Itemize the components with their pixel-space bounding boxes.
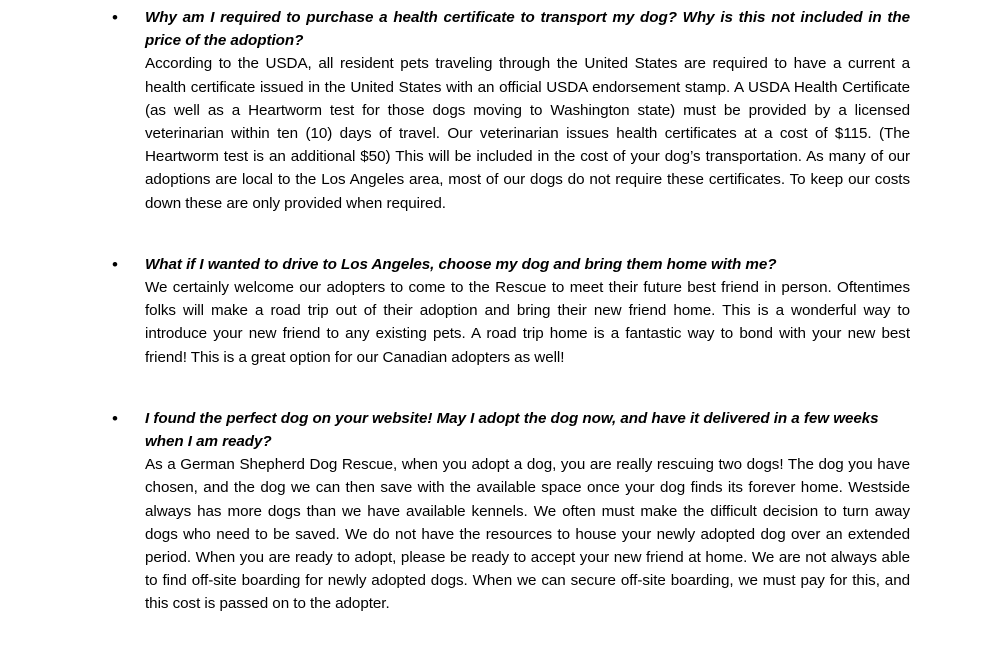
faq-answer: We certainly welcome our adopters to come to the Rescue to meet their future best friend in person. Oftentimes folks will make a road trip out of their adoption and bring their new friend home. This is a wonderful way to introduce your new friend to any existing pets. A road trip home is a fantastic way to bond with your new best friend! This is a great option for our Canadian adopters as well!: [145, 279, 910, 366]
faq-item: [112, 253, 910, 369]
faq-answer: As a German Shepherd Dog Rescue, when you adopt a dog, you are really rescuing two dogs! The dog you have chosen, and the dog we can then save with the available space once your dog finds its forever home. Westside always has more dogs than we have available kennels. We often must make the difficult decision to turn away dogs who need to be saved. We do not have the resources to house your newly adopted dog over an extended period. When you are ready to adopt, please be ready to accept your new friend at home. We are not always able to find off-site boarding for newly adopted dogs. When we can secure off-site boarding, we must pay for this, and this cost is passed on to the adopter.: [145, 456, 910, 613]
bullet-icon: •: [112, 8, 118, 27]
faq-list: [112, 6, 910, 616]
faq-question: Why am I required to purchase a health certificate to transport my dog? Why is this not included in the price of the adoption?: [145, 9, 910, 50]
faq-question: What if I wanted to drive to Los Angeles, choose my dog and bring them home with me?: [145, 255, 777, 273]
faq-item: [112, 6, 910, 215]
faq-item: [112, 407, 910, 616]
bullet-icon: •: [112, 254, 118, 274]
bullet-icon: •: [112, 408, 118, 428]
faq-question: I found the perfect dog on your website! May I adopt the dog now, and have it delivered in a few weeks when I am ready?: [145, 409, 879, 451]
faq-answer: According to the USDA, all resident pets traveling through the United States are required to have a current a health certificate issued in the United States with an official USDA endorsement stamp. A USDA Health Certificate (as well as a Heartworm test for those dogs moving to Washington state) must be provided by a licensed veterinarian within ten (10) days of travel. Our veterinarian issues health certificates at a cost of $115. (The Heartworm test is an additional $50) This will be included in the cost of your dog’s transportation. As many of our adoptions are local to the Los Angeles area, most of our dogs do not require these certificates. To keep our costs down these are only provided when required.: [145, 55, 910, 212]
